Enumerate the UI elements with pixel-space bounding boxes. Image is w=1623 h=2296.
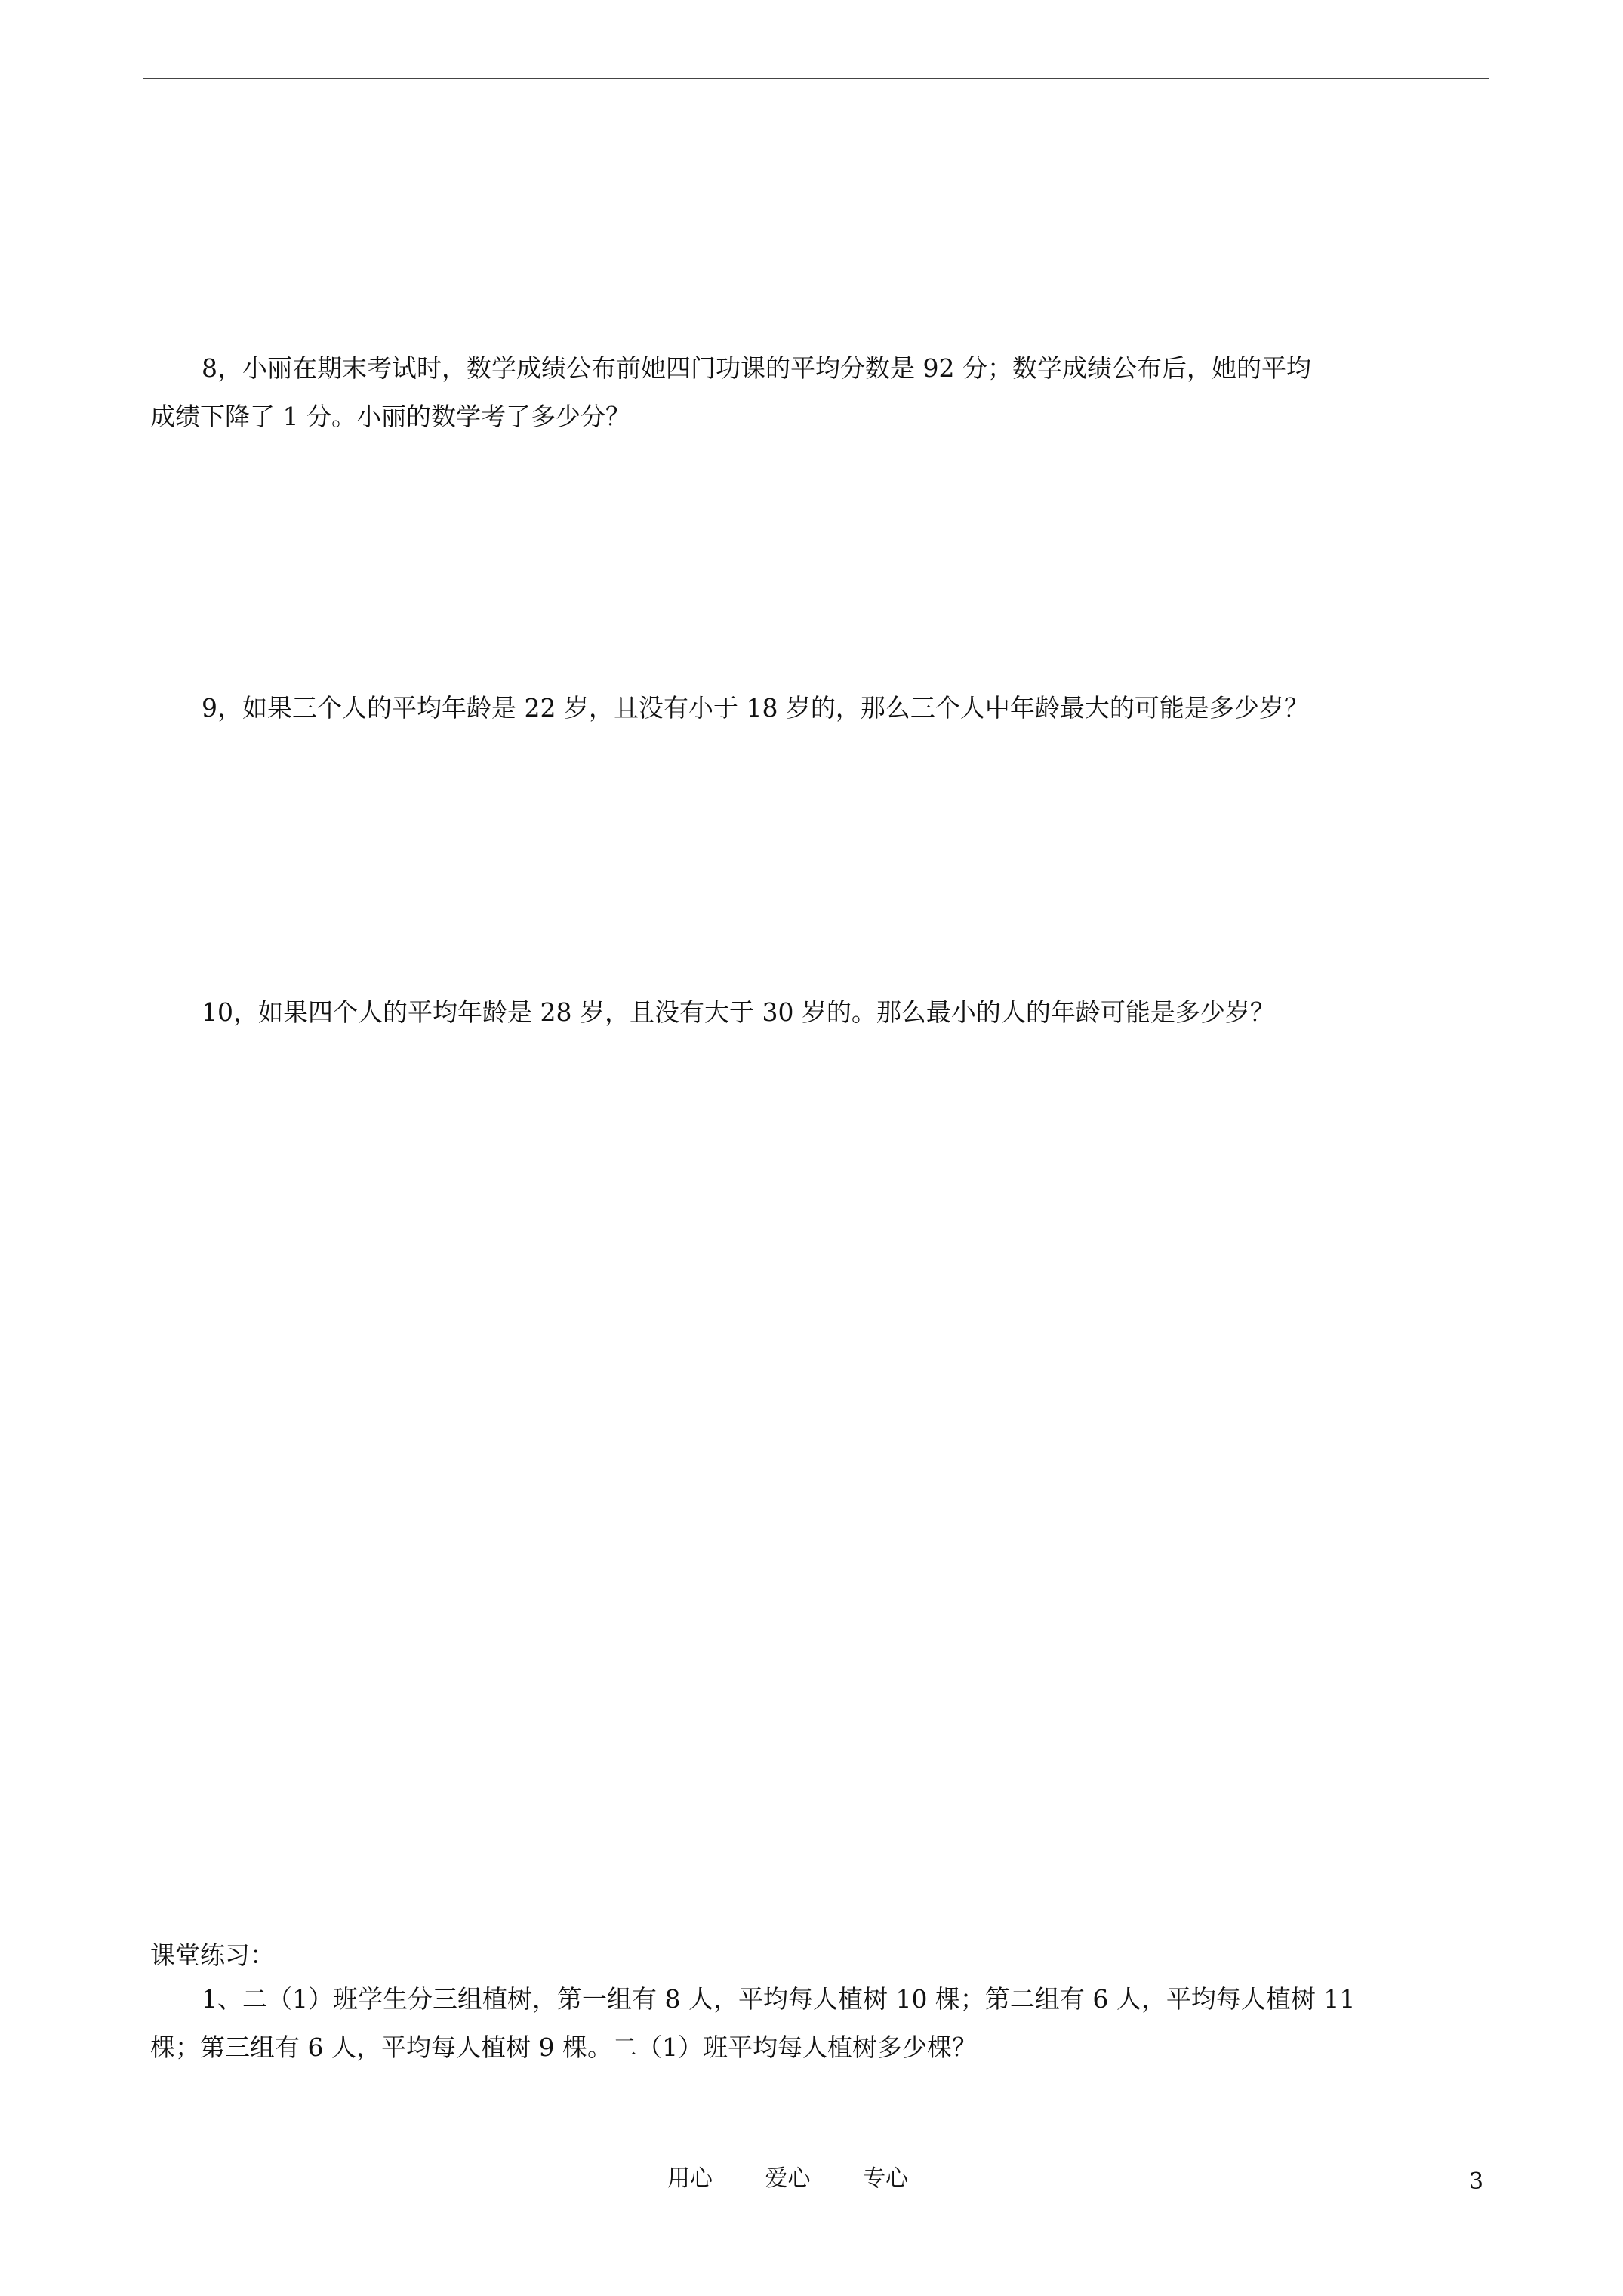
practice-1-line-2: 棵；第三组有 6 人，平均每人植树 9 棵。二（1）班平均每人植树多少棵？ bbox=[150, 2032, 977, 2062]
footer-motto bbox=[667, 2164, 953, 2194]
problem-8-line-1: 8，小丽在期末考试时，数学成绩公布前她四门功课的平均分数是 92 分；数学成绩公布后，她的平均 bbox=[202, 353, 1311, 383]
practice-heading: 课堂练习： bbox=[150, 1940, 275, 1970]
footer-motto-word: 爱心 bbox=[765, 2165, 811, 2192]
header-rule bbox=[143, 78, 1489, 79]
footer-motto-word: 专心 bbox=[863, 2165, 909, 2192]
problem-10-line-1: 10，如果四个人的平均年龄是 28 岁，且没有大于 30 岁的。那么最小的人的年龄可能是多少岁？ bbox=[202, 997, 1275, 1027]
practice-1-line-1: 1、二（1）班学生分三组植树，第一组有 8 人，平均每人植树 10 棵；第二组有 6 人，平均每人植树 11 bbox=[202, 1984, 1356, 2014]
problem-8-line-2: 成绩下降了 1 分。小丽的数学考了多少分？ bbox=[150, 402, 630, 431]
problem-9-line-1: 9，如果三个人的平均年龄是 22 岁，且没有小于 18 岁的，那么三个人中年龄最大的可能是多少岁？ bbox=[202, 693, 1309, 723]
footer-motto-word: 用心 bbox=[667, 2165, 713, 2192]
page-number: 3 bbox=[1469, 2168, 1484, 2195]
